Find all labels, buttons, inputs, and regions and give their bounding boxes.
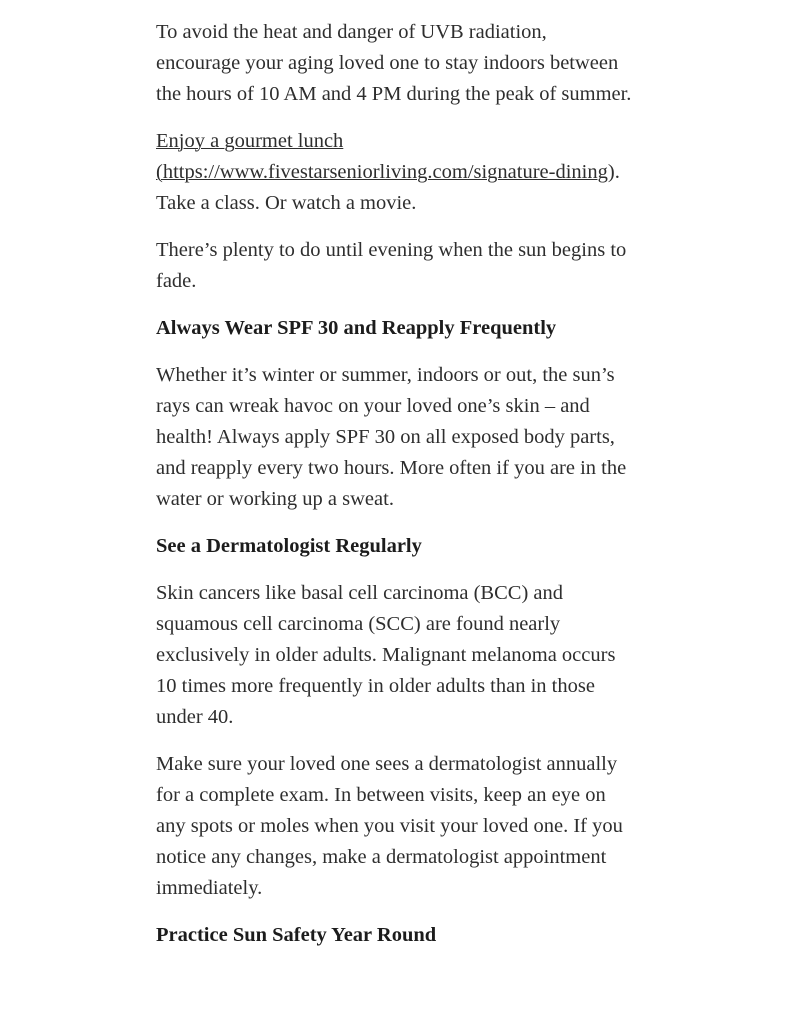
- heading-sun-safety: Practice Sun Safety Year Round: [156, 924, 437, 946]
- heading-dermatologist: See a Dermatologist Regularly: [156, 535, 422, 557]
- paragraph-spf: Whether it’s winter or summer, indoors or out, the sun’s rays can wreak havoc on your loved one’s skin – and health! Always apply SPF 30 on all exposed body parts, and reapply every two hours. More often if you are in the water or working up a sweat.: [156, 364, 627, 510]
- paragraph-skin-cancers: Skin cancers like basal cell carcinoma (BCC) and squamous cell carcinoma (SCC) are found nearly exclusively in older adults. Malignant melanoma occurs 10 times more frequently in older adults than in those under 40.: [156, 582, 616, 728]
- paragraph-activities-rest: ). Take a class. Or watch a movie.: [156, 161, 620, 214]
- signature-dining-link[interactable]: Enjoy a gourmet lunch (https://www.fivestarseniorliving.com/signature-dining: [156, 130, 608, 183]
- paragraph-evening: There’s plenty to do until evening when the sun begins to fade.: [156, 239, 627, 292]
- heading-spf: Always Wear SPF 30 and Reapply Frequently: [156, 317, 557, 339]
- paragraph-activities: [156, 126, 636, 219]
- paragraph-derm-visits: Make sure your loved one sees a dermatologist annually for a complete exam. In between visits, keep an eye on any spots or moles when you visit your loved one. If you notice any changes, make a dermatologist appointment immediately.: [156, 753, 623, 899]
- paragraph-avoid-heat: To avoid the heat and danger of UVB radiation, encourage your aging loved one to stay indoors between the hours of 10 AM and 4 PM during the peak of summer.: [156, 21, 632, 105]
